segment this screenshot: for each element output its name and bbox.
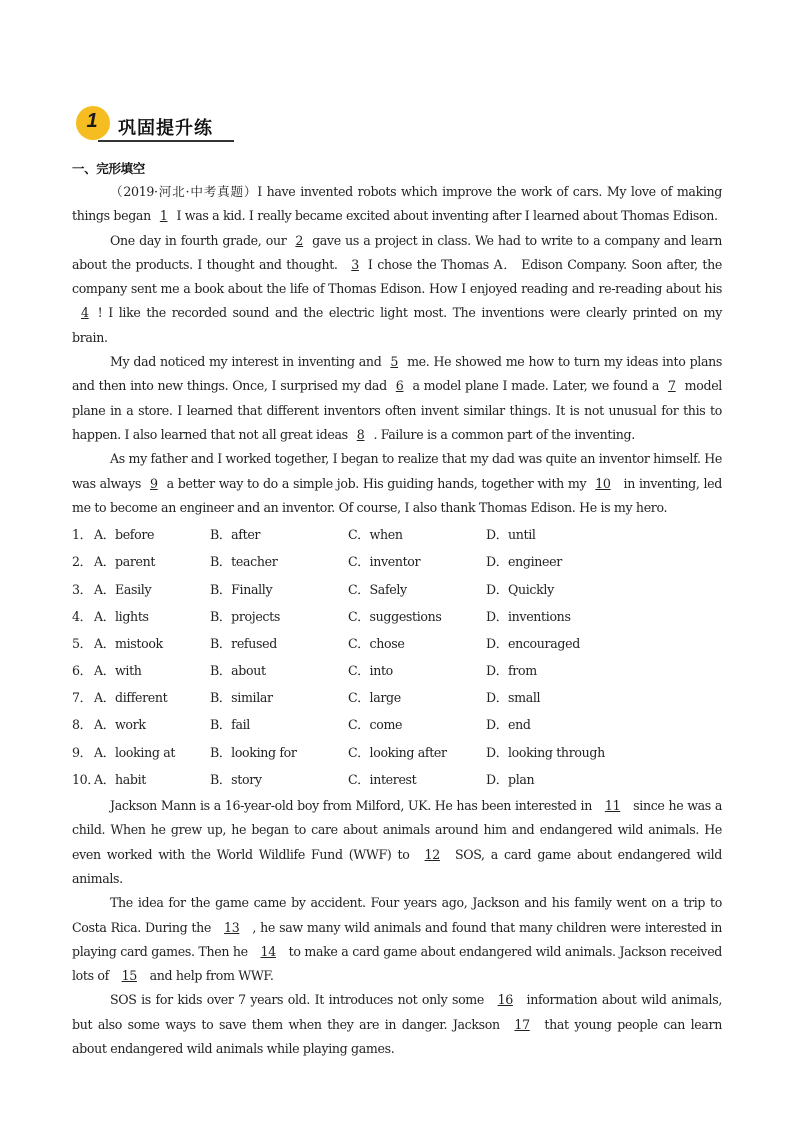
passage1-paragraph2: One day in fourth grade, our 2 gave us a project in class. We had to write to a company and learn about the products. I thought and thought. 3 I chose the Thomas A． Edison Company. Soon after, the company sent me a book about the life of Thomas Edison. How I enjoyed reading and re-reading about his 4 ! I like the recorded sound and the electric light most. The inventions were clearly printed on my brain. [72,232,723,345]
blank-4: 4 [81,305,89,321]
blank-13: 13 [224,919,240,935]
blank-14: 14 [260,943,276,959]
option-row: 5． A．mistook B．refused C．chose D．encouraged [72,635,580,651]
blank-1: 1 [159,208,168,224]
source-label: （2019·河北·中考真题） [110,184,258,199]
blank-6: 6 [395,378,404,394]
section-title: 巩固提升练 [118,118,213,139]
option-row: 2． A．parent B．teacher C．inventor D．engineer [72,554,562,570]
blank-2: 2 [295,232,304,248]
blank-15: 15 [121,968,137,984]
option-row: 9． A．looking at B．looking for C．looking after D．looking through [72,744,605,760]
title-underline [98,140,234,142]
option-row: 6． A．with B．about C．into D．from [72,663,537,679]
section-number: 1 [86,110,98,132]
option-row: 1． A．before B．after C．when D．until [72,527,536,543]
answer-options [72,521,722,793]
option-row: 7． A．different B．similar C．large D．small [72,690,541,706]
passage1-paragraph3: My dad noticed my interest in inventing and 5 me. He showed me how to turn my ideas into plans and then into new things. Once, I surprised my dad 6 a model plane I made. Later, we found a 7 model plane in a store. I learned that different inventors often invent similar things. It is not unusual for this to happen. I also learned that not all great ideas 8 . Failure is a common part of the inventing. [72,354,722,442]
blank-3: 3 [351,256,359,272]
passage2-paragraph1: Jackson Mann is a 16-year-old boy from Milford, UK. He has been interested in 11 since he was a child. When he grew up, he began to care about animals around him and endangered wild animals. He even worked with the World Wildlife Fund (WWF) to 12 SOS, a card game about endangered wild animals. [72,798,723,886]
blank-12: 12 [424,846,440,862]
blank-8: 8 [356,426,365,442]
passage1-paragraph1: （2019·河北·中考真题）I have invented robots which improve the work of cars. My love of making things began 1 I was a kid. I really became excited about inventing after I learned about Thomas Edison. [72,184,722,224]
passage2-paragraph3: SOS is for kids over 7 years old. It introduces not only some 16 information about wild animals, but also some ways to save them when they are in danger. Jackson 17 that young people can learn about endangered wild animals while playing games. [72,992,722,1056]
exercise-content [72,158,722,1061]
blank-9: 9 [149,475,158,491]
option-row: 8． A．work B．fail C．come D．end [72,717,531,733]
blank-5: 5 [390,354,399,370]
passage1-paragraph4: As my father and I worked together, I began to realize that my dad was quite an inventor himself. He was always 9 a better way to do a simple job. His guiding hands, together with my 10 in inventing, led me to become an engineer and an inventor. Of course, I also thank Thomas Edison. He is my hero. [72,451,722,515]
blank-7: 7 [667,378,676,394]
blank-16: 16 [497,992,513,1008]
blank-10: 10 [595,475,611,491]
section-header [76,106,236,142]
option-row: 10． A．habit B．story C．interest D．plan [72,771,535,787]
blank-11: 11 [604,798,621,814]
option-row: 4． A．lights B．projects C．suggestions D．inventions [72,608,571,624]
blank-17: 17 [514,1016,530,1032]
passage2-paragraph2: The idea for the game came by accident. Four years ago, Jackson and his family went on a trip to Costa Rica. During the 13 , he saw many wild animals and found that many children were interested in playing card games. Then he 14 to make a card game about endangered wild animals. Jackson received lots of 15 and help from WWF. [72,895,723,984]
option-row: 3． A．Easily B．Finally C．Safely D．Quickly [72,581,554,597]
part-title: 一、完形填空 [72,161,145,176]
